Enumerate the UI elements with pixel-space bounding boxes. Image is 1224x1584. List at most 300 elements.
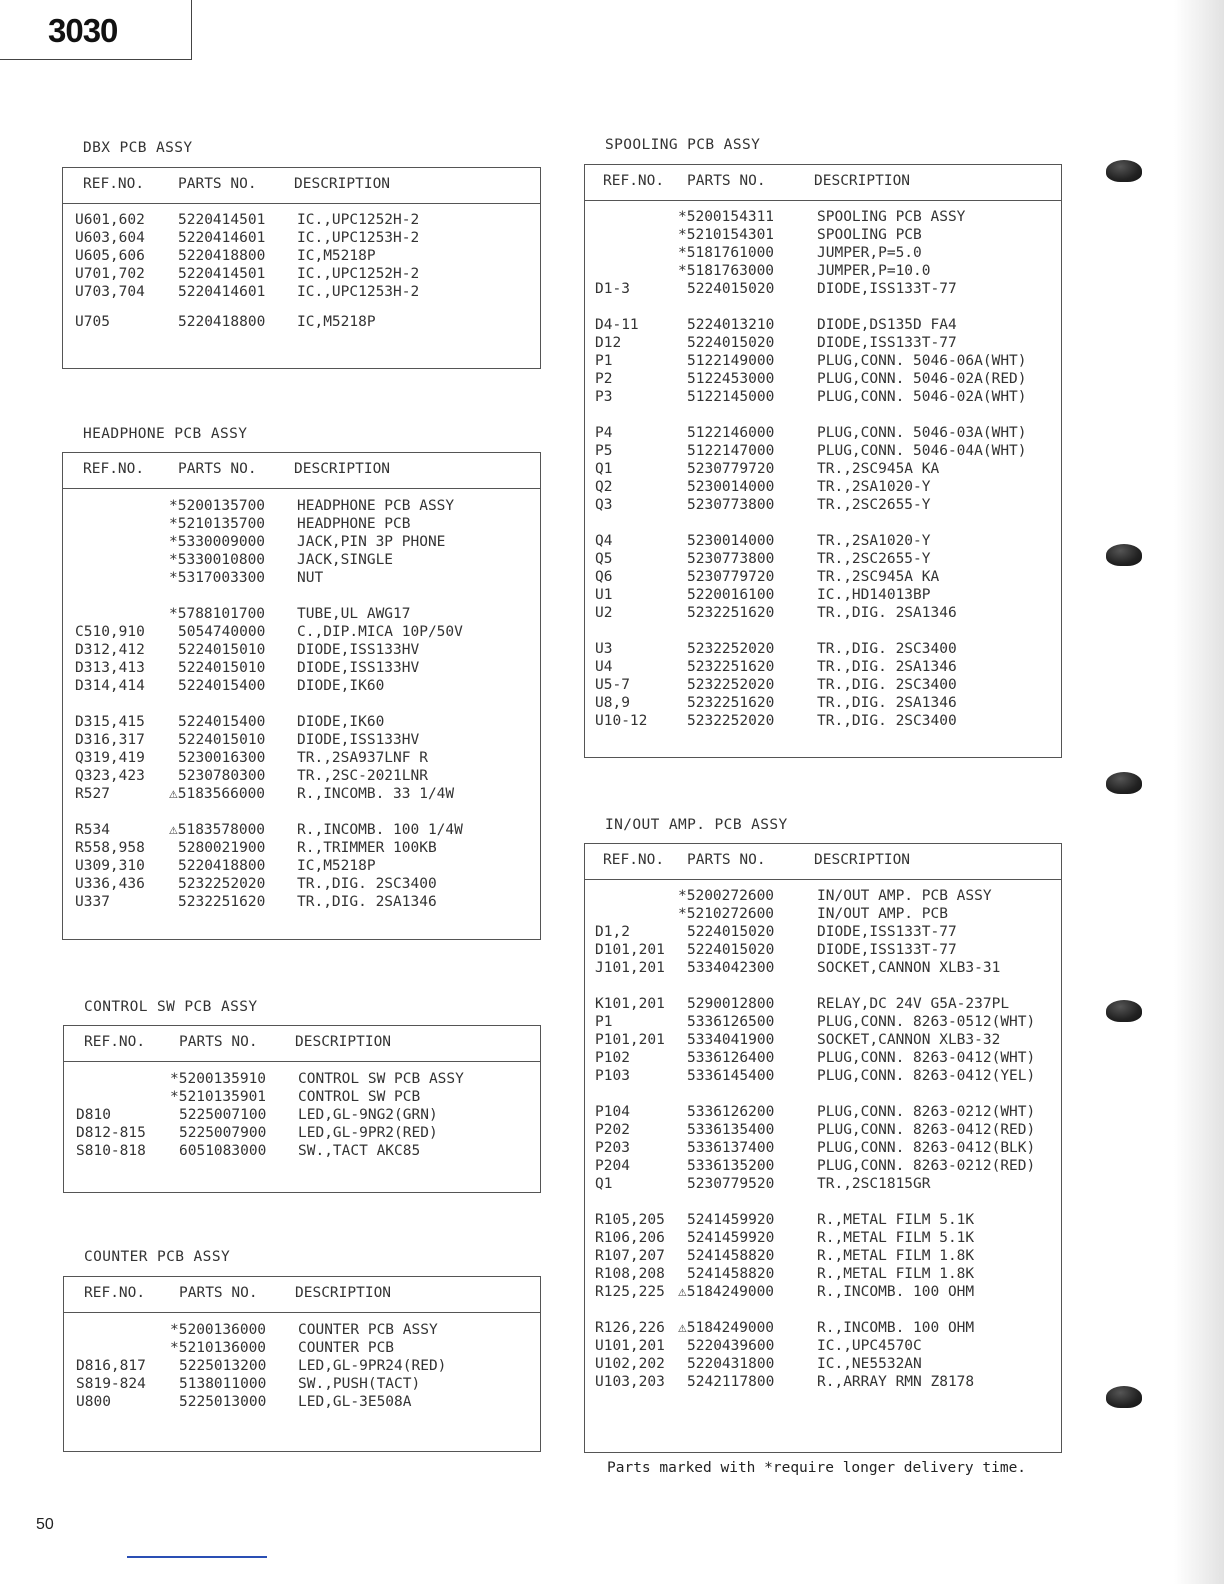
parts-no-cell: 5230780300: [178, 768, 266, 784]
parts-no-cell: *5181761000: [678, 245, 775, 261]
description-cell: LED,GL-9NG2(GRN): [298, 1107, 438, 1123]
parts-no-cell: 5122147000: [687, 443, 775, 459]
parts-no-cell: 5232252020: [687, 713, 775, 729]
table-row: [585, 1319, 1061, 1337]
description-cell: IC.,UPC4570C: [817, 1338, 922, 1354]
ref-no-cell: P1: [595, 1014, 613, 1030]
section-title: DBX PCB ASSY: [83, 140, 193, 156]
table-row: [585, 262, 1061, 280]
binder-hole-4: [1106, 1000, 1142, 1022]
parts-no-cell: 5122145000: [687, 389, 775, 405]
table-row: [585, 496, 1061, 514]
section-title: COUNTER PCB ASSY: [84, 1249, 231, 1265]
description-cell: NUT: [297, 570, 324, 586]
parts-no-cell: *5200135700: [169, 498, 266, 514]
parts-no-cell: 6051083000: [179, 1143, 267, 1159]
ref-no-cell: R527: [75, 786, 110, 802]
table-row: [585, 676, 1061, 694]
table-row: [64, 1070, 540, 1088]
table-row: [585, 1265, 1061, 1283]
section-title: SPOOLING PCB ASSY: [605, 137, 761, 153]
ref-no-header: REF.NO.: [603, 852, 665, 868]
table-row: [585, 1355, 1061, 1373]
parts-no-cell: *5330009000: [169, 534, 266, 550]
ref-no-cell: U101,201: [595, 1338, 665, 1354]
description-cell: PLUG,CONN. 8263-0512(WHT): [817, 1014, 1036, 1030]
description-cell: CONTROL SW PCB: [298, 1089, 421, 1105]
parts-no-cell: *5317003300: [169, 570, 266, 586]
description-cell: SOCKET,CANNON XLB3-32: [817, 1032, 1001, 1048]
ref-no-cell: P4: [595, 425, 613, 441]
parts-no-cell: 5230773800: [687, 497, 775, 513]
table-row: [585, 370, 1061, 388]
ref-no-cell: U705: [75, 314, 110, 330]
parts-no-cell: *5210272600: [678, 906, 775, 922]
description-cell: PLUG,CONN. 5046-06A(WHT): [817, 353, 1027, 369]
parts-no-cell: 5230014000: [687, 533, 775, 549]
description-cell: TR.,2SC1815GR: [817, 1176, 931, 1192]
table-header: [63, 453, 540, 489]
parts-no-cell: 5054740000: [178, 624, 266, 640]
table-row: [63, 767, 540, 785]
description-cell: TUBE,UL AWG17: [297, 606, 411, 622]
ref-no-cell: R108,208: [595, 1266, 665, 1282]
ref-no-cell: S810-818: [76, 1143, 146, 1159]
description-cell: IC.,UPC1253H-2: [297, 230, 420, 246]
table-row: [63, 821, 540, 839]
parts-no-cell: 5336126200: [687, 1104, 775, 1120]
table-row: [63, 875, 540, 893]
table-header: [585, 844, 1061, 880]
ref-no-cell: U701,702: [75, 266, 145, 282]
parts-no-cell: 5138011000: [179, 1376, 267, 1392]
description-cell: R.,METAL FILM 5.1K: [817, 1230, 975, 1246]
parts-no-cell: 5336135400: [687, 1122, 775, 1138]
description-cell: R.,INCOMB. 33 1/4W: [297, 786, 455, 802]
description-cell: TR.,2SC945A KA: [817, 569, 940, 585]
description-cell: C.,DIP.MICA 10P/50V: [297, 624, 463, 640]
description-cell: SPOOLING PCB: [817, 227, 922, 243]
description-cell: COUNTER PCB: [298, 1340, 395, 1356]
ref-no-cell: U10-12: [595, 713, 648, 729]
description-cell: TR.,DIG. 2SC3400: [297, 876, 437, 892]
table-row: [63, 283, 540, 301]
description-cell: IC.,HD14013BP: [817, 587, 931, 603]
binder-hole-3: [1106, 772, 1142, 794]
description-cell: IC,M5218P: [297, 858, 376, 874]
table-row: [585, 887, 1061, 905]
table-row: [585, 532, 1061, 550]
description-cell: COUNTER PCB ASSY: [298, 1322, 438, 1338]
table-row: [585, 424, 1061, 442]
parts-no-cell: 5334042300: [687, 960, 775, 976]
ref-no-cell: D810: [76, 1107, 111, 1123]
description-header: DESCRIPTION: [814, 173, 911, 189]
table-row: [63, 623, 540, 641]
table-row: [585, 226, 1061, 244]
table-row: [585, 1121, 1061, 1139]
parts-no-cell: ⚠5184249000: [678, 1320, 775, 1336]
ref-no-cell: D314,414: [75, 678, 145, 694]
table-row: [585, 352, 1061, 370]
parts-table: [63, 1025, 541, 1193]
parts-no-cell: 5224015400: [178, 714, 266, 730]
parts-no-cell: *5210135901: [170, 1089, 267, 1105]
ref-no-cell: U4: [595, 659, 613, 675]
table-row: [585, 1247, 1061, 1265]
page-number: 50: [36, 1516, 54, 1533]
parts-no-cell: 5334041900: [687, 1032, 775, 1048]
description-cell: DIODE,IK60: [297, 714, 385, 730]
parts-no-cell: *5788101700: [169, 606, 266, 622]
parts-no-cell: 5224013210: [687, 317, 775, 333]
description-cell: IC,M5218P: [297, 248, 376, 264]
table-row: [63, 551, 540, 569]
ref-no-cell: D1,2: [595, 924, 630, 940]
bottom-rule: [127, 1556, 267, 1558]
parts-no-cell: 5232252020: [687, 677, 775, 693]
table-header: [585, 165, 1061, 201]
table-row: [64, 1375, 540, 1393]
table-row: [63, 313, 540, 331]
table-row: [64, 1393, 540, 1411]
page-edge-shadow: [1174, 0, 1224, 1584]
parts-no-cell: *5200135910: [170, 1071, 267, 1087]
parts-no-header: PARTS NO.: [178, 176, 257, 192]
ref-no-cell: R105,205: [595, 1212, 665, 1228]
description-cell: DIODE,ISS133T-77: [817, 924, 957, 940]
description-cell: PLUG,CONN. 8263-0412(RED): [817, 1122, 1036, 1138]
table-row: [63, 247, 540, 265]
table-row: [63, 893, 540, 911]
ref-no-cell: R125,225: [595, 1284, 665, 1300]
ref-no-cell: P102: [595, 1050, 630, 1066]
description-cell: RELAY,DC 24V G5A-237PL: [817, 996, 1010, 1012]
binder-hole-5: [1106, 1386, 1142, 1408]
description-cell: DIODE,IK60: [297, 678, 385, 694]
table-row: [63, 569, 540, 587]
parts-no-cell: 5232252020: [687, 641, 775, 657]
description-cell: IN/OUT AMP. PCB ASSY: [817, 888, 992, 904]
table-row: [63, 229, 540, 247]
parts-no-cell: 5230773800: [687, 551, 775, 567]
parts-table: [62, 167, 541, 369]
section-title: CONTROL SW PCB ASSY: [84, 999, 258, 1015]
description-cell: LED,GL-3E508A: [298, 1394, 412, 1410]
ref-no-cell: U601,602: [75, 212, 145, 228]
parts-no-cell: 5220418800: [178, 248, 266, 264]
table-row: [63, 857, 540, 875]
binder-hole-1: [1106, 160, 1142, 182]
table-row: [585, 694, 1061, 712]
binder-hole-2: [1106, 544, 1142, 566]
parts-no-cell: 5224015010: [178, 732, 266, 748]
ref-no-cell: P2: [595, 371, 613, 387]
parts-no-cell: 5225013200: [179, 1358, 267, 1374]
table-row: [64, 1321, 540, 1339]
parts-no-header: PARTS NO.: [178, 461, 257, 477]
table-row: [585, 604, 1061, 622]
parts-no-cell: 5220418800: [178, 858, 266, 874]
ref-no-cell: Q5: [595, 551, 613, 567]
description-cell: PLUG,CONN. 5046-02A(RED): [817, 371, 1027, 387]
parts-no-header: PARTS NO.: [179, 1034, 258, 1050]
table-row: [585, 586, 1061, 604]
ref-no-cell: U337: [75, 894, 110, 910]
description-cell: R.,METAL FILM 1.8K: [817, 1248, 975, 1264]
description-cell: TR.,2SC945A KA: [817, 461, 940, 477]
ref-no-cell: D101,201: [595, 942, 665, 958]
table-row: [585, 1067, 1061, 1085]
ref-no-cell: U5-7: [595, 677, 630, 693]
table-row: [63, 497, 540, 515]
table-row: [63, 211, 540, 229]
parts-table: [584, 843, 1062, 1453]
description-cell: LED,GL-9PR24(RED): [298, 1358, 447, 1374]
ref-no-cell: D4-11: [595, 317, 639, 333]
table-row: [585, 478, 1061, 496]
parts-no-cell: 5230779520: [687, 1176, 775, 1192]
ref-no-cell: S819-824: [76, 1376, 146, 1392]
table-row: [585, 550, 1061, 568]
description-cell: DIODE,ISS133T-77: [817, 281, 957, 297]
parts-no-cell: 5224015010: [178, 660, 266, 676]
parts-no-cell: *5200154311: [678, 209, 775, 225]
description-cell: TR.,DIG. 2SA1346: [817, 605, 957, 621]
table-row: [585, 712, 1061, 730]
description-cell: HEADPHONE PCB ASSY: [297, 498, 455, 514]
description-cell: SW.,TACT AKC85: [298, 1143, 421, 1159]
ref-no-cell: Q2: [595, 479, 613, 495]
parts-no-cell: 5242117800: [687, 1374, 775, 1390]
parts-no-cell: 5336137400: [687, 1140, 775, 1156]
ref-no-cell: Q6: [595, 569, 613, 585]
table-row: [63, 659, 540, 677]
parts-no-header: PARTS NO.: [179, 1285, 258, 1301]
description-cell: DIODE,ISS133T-77: [817, 335, 957, 351]
parts-no-cell: 5122146000: [687, 425, 775, 441]
description-cell: JACK,PIN 3P PHONE: [297, 534, 446, 550]
table-row: [585, 959, 1061, 977]
description-cell: PLUG,CONN. 8263-0412(WHT): [817, 1050, 1036, 1066]
ref-no-cell: Q3: [595, 497, 613, 513]
parts-no-cell: 5224015020: [687, 924, 775, 940]
ref-no-cell: D816,817: [76, 1358, 146, 1374]
description-cell: PLUG,CONN. 5046-03A(WHT): [817, 425, 1027, 441]
parts-no-cell: 5220439600: [687, 1338, 775, 1354]
description-cell: TR.,DIG. 2SC3400: [817, 677, 957, 693]
ref-no-cell: P101,201: [595, 1032, 665, 1048]
parts-no-cell: 5232251620: [687, 659, 775, 675]
ref-no-cell: D313,413: [75, 660, 145, 676]
description-cell: DIODE,ISS133HV: [297, 642, 420, 658]
description-cell: IC.,UPC1252H-2: [297, 212, 420, 228]
description-cell: R.,ARRAY RMN Z8178: [817, 1374, 975, 1390]
table-row: [585, 1049, 1061, 1067]
description-cell: JUMPER,P=10.0: [817, 263, 931, 279]
description-cell: R.,INCOMB. 100 OHM: [817, 1320, 975, 1336]
ref-no-cell: J101,201: [595, 960, 665, 976]
parts-no-header: PARTS NO.: [687, 852, 766, 868]
description-cell: R.,INCOMB. 100 OHM: [817, 1284, 975, 1300]
parts-no-cell: 5232251620: [687, 605, 775, 621]
table-row: [63, 533, 540, 551]
description-cell: TR.,2SC2655-Y: [817, 551, 931, 567]
parts-no-cell: *5210135700: [169, 516, 266, 532]
table-row: [64, 1142, 540, 1160]
ref-no-header: REF.NO.: [603, 173, 665, 189]
parts-no-cell: 5336126500: [687, 1014, 775, 1030]
ref-no-cell: D1-3: [595, 281, 630, 297]
ref-no-cell: Q1: [595, 461, 613, 477]
parts-no-cell: *5200136000: [170, 1322, 267, 1338]
description-cell: TR.,2SA937LNF R: [297, 750, 428, 766]
description-header: DESCRIPTION: [294, 176, 391, 192]
table-row: [585, 941, 1061, 959]
ref-no-cell: R107,207: [595, 1248, 665, 1264]
ref-no-cell: U800: [76, 1394, 111, 1410]
table-row: [585, 244, 1061, 262]
description-cell: SPOOLING PCB ASSY: [817, 209, 966, 225]
table-row: [585, 1337, 1061, 1355]
description-cell: TR.,DIG. 2SA1346: [817, 695, 957, 711]
description-cell: R.,METAL FILM 5.1K: [817, 1212, 975, 1228]
table-row: [585, 208, 1061, 226]
ref-no-cell: P103: [595, 1068, 630, 1084]
parts-no-cell: 5232252020: [178, 876, 266, 892]
table-row: [63, 265, 540, 283]
description-cell: TR.,2SA1020-Y: [817, 533, 931, 549]
parts-no-header: PARTS NO.: [687, 173, 766, 189]
ref-no-cell: R106,206: [595, 1230, 665, 1246]
description-cell: SOCKET,CANNON XLB3-31: [817, 960, 1001, 976]
table-row: [585, 442, 1061, 460]
parts-no-cell: 5230779720: [687, 461, 775, 477]
parts-no-cell: 5220414601: [178, 230, 266, 246]
ref-no-cell: U603,604: [75, 230, 145, 246]
parts-no-cell: ⚠5184249000: [678, 1284, 775, 1300]
parts-table: [63, 1276, 541, 1452]
description-cell: PLUG,CONN. 8263-0412(YEL): [817, 1068, 1036, 1084]
parts-no-cell: 5220016100: [687, 587, 775, 603]
table-row: [64, 1339, 540, 1357]
parts-no-cell: 5220414601: [178, 284, 266, 300]
description-cell: SW.,PUSH(TACT): [298, 1376, 421, 1392]
table-row: [585, 1175, 1061, 1193]
table-row: [585, 923, 1061, 941]
parts-no-cell: 5336135200: [687, 1158, 775, 1174]
ref-no-cell: P203: [595, 1140, 630, 1156]
description-cell: IC.,NE5532AN: [817, 1356, 922, 1372]
description-cell: R.,TRIMMER 100KB: [297, 840, 437, 856]
description-cell: IC.,UPC1252H-2: [297, 266, 420, 282]
ref-no-cell: U605,606: [75, 248, 145, 264]
parts-no-cell: 5224015010: [178, 642, 266, 658]
table-row: [585, 1157, 1061, 1175]
description-cell: R.,METAL FILM 1.8K: [817, 1266, 975, 1282]
section-title: IN/OUT AMP. PCB ASSY: [605, 817, 788, 833]
ref-no-cell: U8,9: [595, 695, 630, 711]
description-cell: IN/OUT AMP. PCB: [817, 906, 948, 922]
description-header: DESCRIPTION: [295, 1285, 392, 1301]
parts-no-cell: 5230016300: [178, 750, 266, 766]
table-row: [63, 749, 540, 767]
table-row: [585, 1211, 1061, 1229]
table-header: [64, 1026, 540, 1062]
ref-no-cell: K101,201: [595, 996, 665, 1012]
table-row: [585, 640, 1061, 658]
parts-no-cell: 5241459920: [687, 1230, 775, 1246]
parts-no-cell: 5241459920: [687, 1212, 775, 1228]
parts-no-cell: 5224015020: [687, 281, 775, 297]
parts-no-cell: 5241458820: [687, 1266, 775, 1282]
ref-no-cell: D316,317: [75, 732, 145, 748]
parts-no-cell: 5232251620: [178, 894, 266, 910]
ref-no-cell: Q319,419: [75, 750, 145, 766]
ref-no-cell: U309,310: [75, 858, 145, 874]
table-row: [585, 905, 1061, 923]
parts-no-cell: *5181763000: [678, 263, 775, 279]
parts-no-cell: 5220431800: [687, 1356, 775, 1372]
table-row: [63, 641, 540, 659]
description-cell: TR.,2SA1020-Y: [817, 479, 931, 495]
table-row: [63, 605, 540, 623]
ref-no-cell: R126,226: [595, 1320, 665, 1336]
parts-no-cell: 5224015400: [178, 678, 266, 694]
description-cell: HEADPHONE PCB: [297, 516, 411, 532]
ref-no-cell: U3: [595, 641, 613, 657]
table-row: [63, 839, 540, 857]
table-row: [64, 1124, 540, 1142]
description-cell: DIODE,ISS133HV: [297, 732, 420, 748]
parts-no-cell: 5230014000: [687, 479, 775, 495]
description-cell: TR.,DIG. 2SC3400: [817, 713, 957, 729]
description-cell: PLUG,CONN. 5046-04A(WHT): [817, 443, 1027, 459]
table-row: [585, 460, 1061, 478]
table-row: [585, 1229, 1061, 1247]
parts-no-cell: 5225013000: [179, 1394, 267, 1410]
ref-no-cell: D315,415: [75, 714, 145, 730]
ref-no-cell: P3: [595, 389, 613, 405]
parts-no-cell: 5232251620: [687, 695, 775, 711]
table-row: [585, 1013, 1061, 1031]
ref-no-header: REF.NO.: [84, 1285, 146, 1301]
parts-no-cell: 5122453000: [687, 371, 775, 387]
model-number-box: [0, 0, 192, 60]
description-header: DESCRIPTION: [814, 852, 911, 868]
ref-no-cell: P104: [595, 1104, 630, 1120]
parts-no-cell: ⚠5183578000: [169, 822, 266, 838]
table-row: [585, 1031, 1061, 1049]
description-cell: PLUG,CONN. 5046-02A(WHT): [817, 389, 1027, 405]
model-number: 3030: [48, 12, 118, 49]
table-row: [64, 1357, 540, 1375]
parts-no-cell: 5336126400: [687, 1050, 775, 1066]
ref-no-header: REF.NO.: [84, 1034, 146, 1050]
table-row: [63, 785, 540, 803]
description-cell: IC,M5218P: [297, 314, 376, 330]
description-cell: TR.,2SC-2021LNR: [297, 768, 428, 784]
parts-no-cell: *5210136000: [170, 1340, 267, 1356]
parts-no-cell: 5290012800: [687, 996, 775, 1012]
ref-no-cell: Q4: [595, 533, 613, 549]
ref-no-cell: D312,412: [75, 642, 145, 658]
table-row: [585, 568, 1061, 586]
ref-no-cell: U703,704: [75, 284, 145, 300]
parts-no-cell: 5280021900: [178, 840, 266, 856]
description-cell: R.,INCOMB. 100 1/4W: [297, 822, 463, 838]
description-cell: TR.,DIG. 2SA1346: [297, 894, 437, 910]
